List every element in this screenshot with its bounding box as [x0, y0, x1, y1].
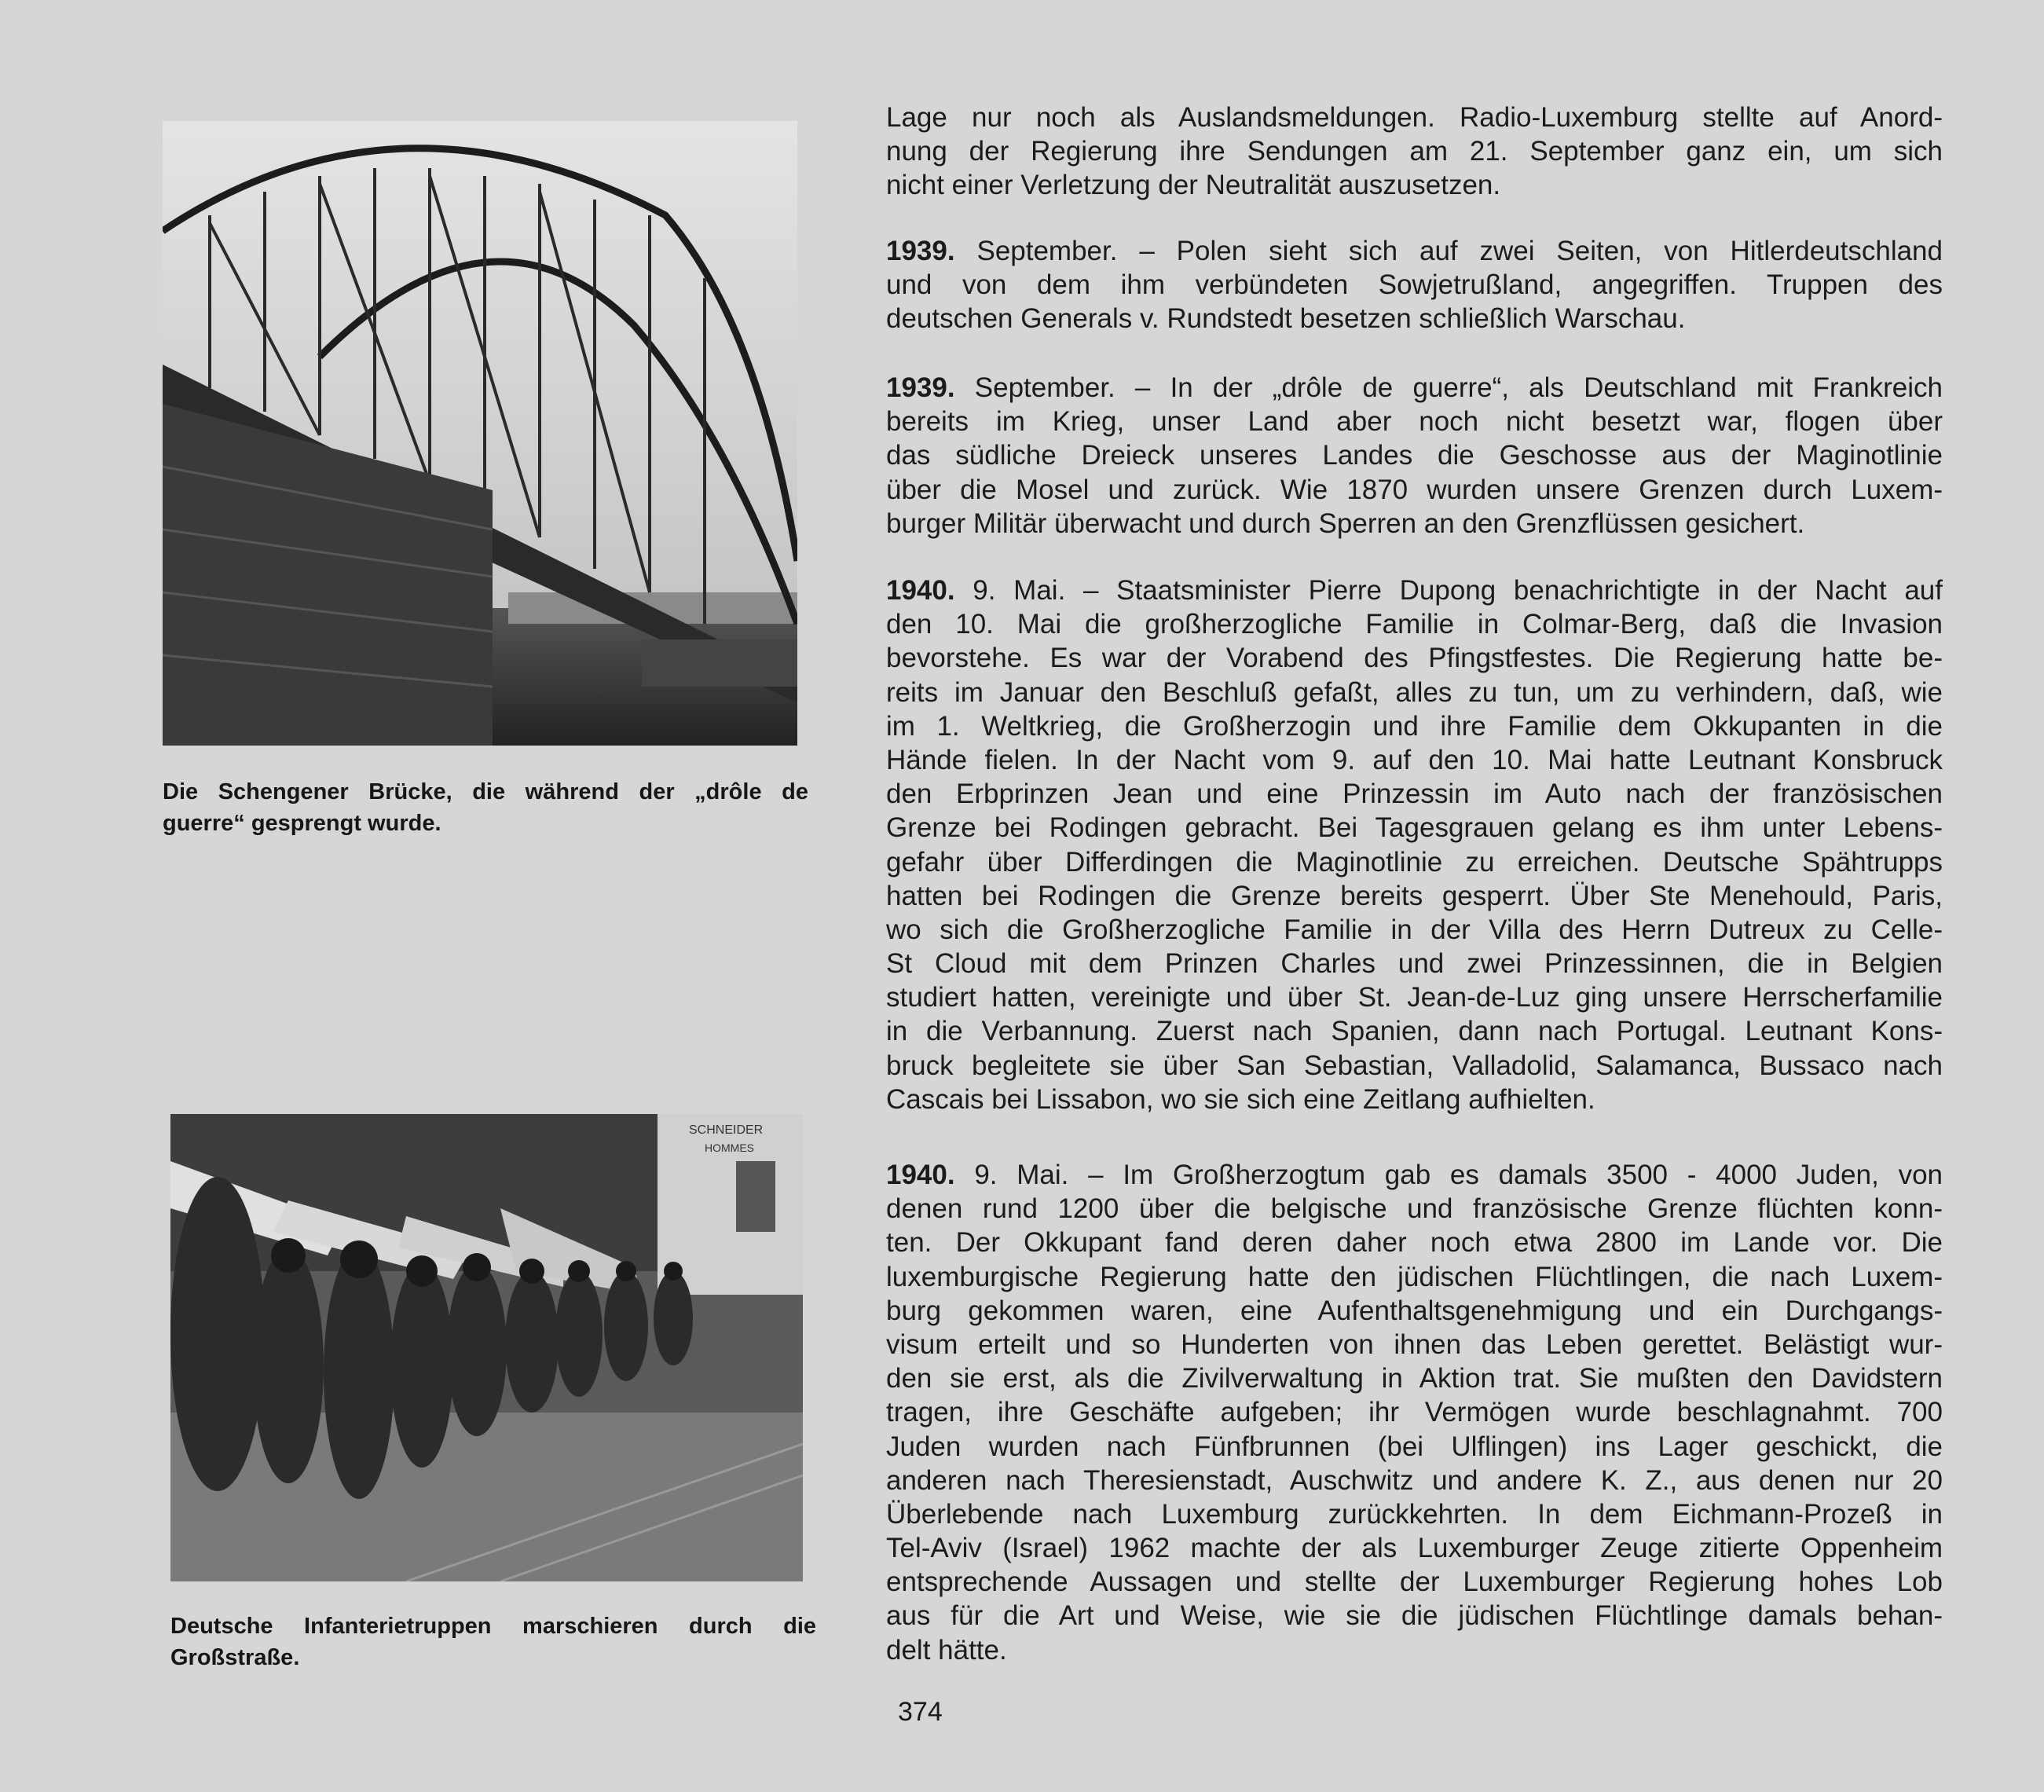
figure-caption [170, 1611, 816, 1673]
text-line: deutschen Generals v. Rundstedt besetzen schließlich Warschau. [886, 303, 1686, 335]
text-line: Grenze bei Rodingen gebracht. Bei Tagesgrauen gelang es ihm unter Lebens- [886, 812, 1943, 844]
shop-sign-text: SCHNEIDER [689, 1123, 764, 1137]
text-line: und von dem ihm verbündeten Sowjetrußland, angegriffen. Truppen des [886, 269, 1943, 301]
chronicle-entry [886, 234, 1943, 336]
entry-year: 1939. [886, 236, 955, 266]
line-text: 9. Mai. – Staatsminister Pierre Dupong benachrichtigte in der Nacht auf [973, 575, 1943, 606]
text-line: nicht einer Verletzung der Neutralität auszusetzen. [886, 170, 1501, 201]
text-line: nung der Regierung ihre Sendungen am 21. September ganz ein, um sich [886, 136, 1943, 167]
figure-caption [163, 776, 808, 839]
text-line: burg gekommen waren, eine Aufenthaltsgenehmigung und ein Durchgangs- [886, 1295, 1943, 1326]
page-number: 374 [898, 1697, 943, 1727]
chronicle-entry [886, 371, 1943, 541]
entry-year: 1939. [886, 372, 955, 403]
text-line: Cascais bei Lissabon, wo sie sich eine Zeitlang aufhielten. [886, 1083, 1595, 1115]
text-line [886, 1158, 1943, 1192]
text-line: Juden wurden nach Fünfbrunnen (bei Ulflingen) ins Lager geschickt, die [886, 1431, 1943, 1462]
soldiers-photo [170, 1114, 803, 1581]
entry-year: 1940. [886, 1160, 955, 1190]
text-line: Hände fielen. In der Nacht vom 9. auf den 10. Mai hatte Leutnant Konsbruck [886, 744, 1943, 775]
line-text: September. – Polen sieht sich auf zwei Seiten, von Hitlerdeutschland [976, 236, 1943, 266]
text-line: in die Verbannung. Zuerst nach Spanien, dann nach Portugal. Leutnant Kons- [886, 1016, 1943, 1047]
text-line: visum erteilt und so Hunderten von ihnen das Leben gerettet. Belästigt wur- [886, 1328, 1943, 1360]
text-line: den sie erst, als die Zivilverwaltung in Aktion trat. Sie mußten den Davidstern [886, 1363, 1943, 1394]
chronicle-entry [886, 101, 1943, 203]
text-line: den Erbprinzen Jean und eine Prinzessin im Auto nach der französischen [886, 779, 1943, 810]
text-line: gefahr über Differdingen die Maginotlinie zu erreichen. Deutsche Spähtrupps [886, 846, 1943, 878]
text-line: delt hätte. [886, 1634, 1007, 1666]
text-line: denen rund 1200 über die belgische und französische Grenze flüchten konn- [886, 1193, 1943, 1225]
text-line: luxemburgische Regierung hatte den jüdischen Flüchtlingen, die nach Luxem- [886, 1261, 1943, 1292]
text-line: den 10. Mai die großherzogliche Familie in Colmar-Berg, daß die Invasion [886, 609, 1943, 640]
line-text: September. – In der „drôle de guerre“, als Deutschland mit Frankreich [974, 372, 1943, 403]
shop-sign-text: HOMMES [705, 1142, 754, 1154]
text-line: aus für die Art und Weise, wie sie die jüdischen Flüchtlinge damals behan- [886, 1600, 1943, 1632]
text-line: hatten bei Rodingen die Grenze bereits gesperrt. Über Ste Menehould, Paris, [886, 880, 1943, 911]
text-line: St Cloud mit dem Prinzen Charles und zwei Prinzessinnen, die in Belgien [886, 948, 1943, 980]
text-line: bruck begleitete sie über San Sebastian, Valladolid, Salamanca, Bussaco nach [886, 1050, 1943, 1081]
text-line: ten. Der Okkupant fand deren daher noch etwa 2800 im Lande vor. Die [886, 1227, 1943, 1259]
caption-line: Die Schengener Brücke, die während der „drôle de [163, 779, 808, 804]
chronicle-entry [886, 1158, 1943, 1667]
caption-line: Deutsche Infanterietruppen marschieren durch die [170, 1614, 816, 1639]
caption-line: Großstraße. [170, 1645, 300, 1670]
text-line: bereits im Krieg, unser Land aber noch nicht besetzt war, flogen über [886, 406, 1943, 438]
text-line: studiert hatten, vereinigte und über St. Jean-de-Luz ging unsere Herrscherfamilie [886, 982, 1943, 1013]
text-line [886, 371, 1943, 405]
text-line: Überlebende nach Luxemburg zurückkehrten. In dem Eichmann-Prozeß in [886, 1498, 1943, 1530]
line-text: 9. Mai. – Im Großherzogtum gab es damals 3500 - 4000 Juden, von [974, 1160, 1943, 1190]
text-line: wo sich die Großherzogliche Familie in der Villa des Herrn Dutreux zu Celle- [886, 914, 1943, 945]
text-line [886, 574, 1943, 607]
text-line [886, 234, 1943, 268]
text-line: das südliche Dreieck unseres Landes die Geschosse aus der Maginotlinie [886, 440, 1943, 471]
bridge-photo [163, 121, 797, 746]
text-line: entsprechende Aussagen und stellte der Luxemburger Regierung hohes Lob [886, 1567, 1943, 1598]
text-line: tragen, ihre Geschäfte aufgeben; ihr Vermögen wurde beschlagnahmt. 700 [886, 1397, 1943, 1428]
text-line: im 1. Weltkrieg, die Großherzogin und ihre Familie dem Okkupanten in die [886, 710, 1943, 742]
text-line: bevorstehe. Es war der Vorabend des Pfingstfestes. Die Regierung hatte be- [886, 643, 1943, 674]
text-line: Lage nur noch als Auslandsmeldungen. Radio-Luxemburg stellte auf Anord- [886, 102, 1943, 133]
chronicle-entry [886, 574, 1943, 1116]
caption-line: guerre“ gesprengt wurde. [163, 811, 441, 836]
text-line: reits im Januar den Beschluß gefaßt, alles zu tun, um zu verhindern, daß, wie [886, 676, 1943, 708]
text-line: anderen nach Theresienstadt, Auschwitz und andere K. Z., aus denen nur 20 [886, 1464, 1943, 1496]
entry-year: 1940. [886, 575, 955, 606]
text-line: burger Militär überwacht und durch Sperren an den Grenzflüssen gesichert. [886, 508, 1805, 539]
text-line: über die Mosel und zurück. Wie 1870 wurden unsere Grenzen durch Luxem- [886, 474, 1943, 505]
text-line: Tel-Aviv (Israel) 1962 machte der als Luxemburger Zeuge zitierte Oppenheim [886, 1533, 1943, 1564]
